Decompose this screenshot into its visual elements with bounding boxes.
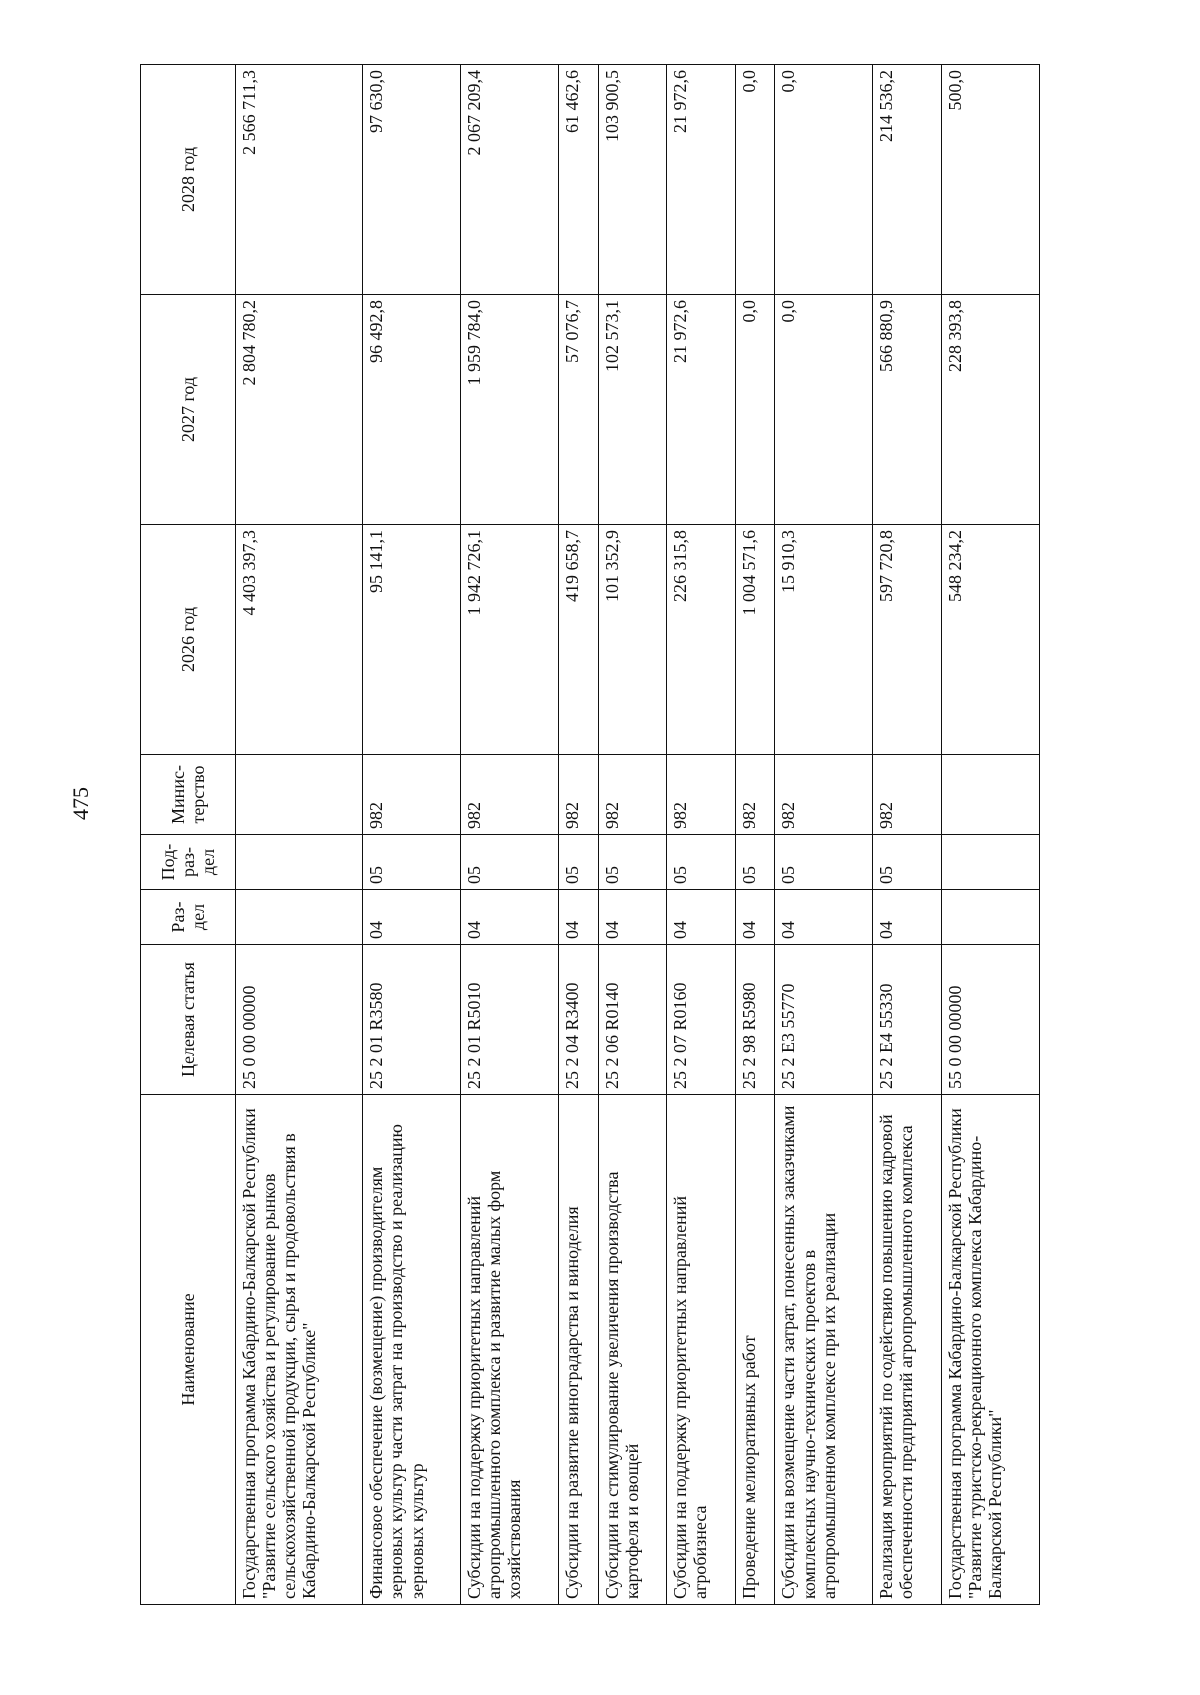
row-subsection: 05: [775, 835, 873, 890]
row-name: Субсидии на стимулирование увеличения производства картофеля и овощей: [598, 1095, 667, 1605]
table-row: [735, 65, 774, 1605]
row-2028: 21 972,6: [667, 65, 736, 295]
row-section: 04: [363, 890, 461, 945]
row-target: 25 2 04 R3400: [559, 945, 598, 1095]
row-2026: 4 403 397,3: [236, 525, 363, 755]
row-name: Субсидии на возмещение части затрат, понесенных заказчиками комплексных научно-технических проектов в агропромышленном комплексе при их реализации: [775, 1095, 873, 1605]
row-section: [941, 890, 1039, 945]
row-2026: 101 352,9: [598, 525, 667, 755]
row-section: 04: [735, 890, 774, 945]
row-2026: 419 658,7: [559, 525, 598, 755]
row-subsection: 05: [598, 835, 667, 890]
row-2026: 226 315,8: [667, 525, 736, 755]
page-number: 475: [68, 787, 93, 820]
row-2027: 96 492,8: [363, 295, 461, 525]
row-section: 04: [461, 890, 559, 945]
row-ministry: 982: [461, 755, 559, 835]
row-2028: 214 536,2: [873, 65, 942, 295]
table-row: [236, 65, 363, 1605]
row-target: 25 2 01 R3580: [363, 945, 461, 1095]
row-target: 25 0 00 00000: [236, 945, 363, 1095]
row-subsection: 05: [667, 835, 736, 890]
row-2028: 2 566 711,3: [236, 65, 363, 295]
row-name: Государственная программа Кабардино-Балкарской Республики "Развитие туристско-рекреационного комплекса Кабардино-Балкарской Республики": [941, 1095, 1039, 1605]
table-row: [363, 65, 461, 1605]
row-2028: 0,0: [775, 65, 873, 295]
header-2026: 2026 год: [141, 525, 236, 755]
row-name: Субсидии на поддержку приоритетных направлений агробизнеса: [667, 1095, 736, 1605]
table-row: [598, 65, 667, 1605]
header-target: Целевая статья: [141, 945, 236, 1095]
row-2028: 61 462,6: [559, 65, 598, 295]
row-2026: 548 234,2: [941, 525, 1039, 755]
row-subsection: 05: [363, 835, 461, 890]
row-2027: 0,0: [775, 295, 873, 525]
row-2028: 500,0: [941, 65, 1039, 295]
row-ministry: 982: [735, 755, 774, 835]
row-2027: 228 393,8: [941, 295, 1039, 525]
table-row: [667, 65, 736, 1605]
row-2028: 103 900,5: [598, 65, 667, 295]
row-ministry: 982: [873, 755, 942, 835]
row-2027: 1 959 784,0: [461, 295, 559, 525]
row-target: 25 2 98 R5980: [735, 945, 774, 1095]
header-name: Наименование: [141, 1095, 236, 1605]
row-section: 04: [598, 890, 667, 945]
row-subsection: [941, 835, 1039, 890]
row-2026: 95 141,1: [363, 525, 461, 755]
row-target: 25 2 Е4 55330: [873, 945, 942, 1095]
table-row: [873, 65, 942, 1605]
row-2028: 97 630,0: [363, 65, 461, 295]
row-ministry: [236, 755, 363, 835]
row-name: Субсидии на развитие виноградарства и виноделия: [559, 1095, 598, 1605]
rotated-table-container: [140, 65, 1040, 1605]
row-2027: 102 573,1: [598, 295, 667, 525]
row-target: 25 2 07 R0160: [667, 945, 736, 1095]
table-row: [775, 65, 873, 1605]
row-2026: 15 910,3: [775, 525, 873, 755]
row-2027: 57 076,7: [559, 295, 598, 525]
row-target: 25 2 Е3 55770: [775, 945, 873, 1095]
row-subsection: [236, 835, 363, 890]
row-subsection: 05: [873, 835, 942, 890]
row-2026: 1 942 726,1: [461, 525, 559, 755]
row-section: 04: [873, 890, 942, 945]
row-name: Реализация мероприятий по содействию повышению кадровой обеспеченности предприятий агропромышленного комплекса: [873, 1095, 942, 1605]
header-section: Раз-дел: [141, 890, 236, 945]
row-ministry: [941, 755, 1039, 835]
row-2026: 1 004 571,6: [735, 525, 774, 755]
row-2027: 0,0: [735, 295, 774, 525]
budget-table: [140, 64, 1040, 1605]
table-header-row: [141, 65, 236, 1605]
row-ministry: 982: [775, 755, 873, 835]
row-name: Проведение мелиоративных работ: [735, 1095, 774, 1605]
row-section: 04: [775, 890, 873, 945]
row-target: 25 2 01 R5010: [461, 945, 559, 1095]
row-subsection: 05: [461, 835, 559, 890]
row-2027: 21 972,6: [667, 295, 736, 525]
header-ministry: Минис-терство: [141, 755, 236, 835]
row-2028: 2 067 209,4: [461, 65, 559, 295]
header-2028: 2028 год: [141, 65, 236, 295]
row-name: Субсидии на поддержку приоритетных направлений агропромышленного комплекса и развитие малых форм хозяйствования: [461, 1095, 559, 1605]
table-row: [461, 65, 559, 1605]
row-ministry: 982: [559, 755, 598, 835]
row-2026: 597 720,8: [873, 525, 942, 755]
row-target: 25 2 06 R0140: [598, 945, 667, 1095]
row-2028: 0,0: [735, 65, 774, 295]
row-ministry: 982: [363, 755, 461, 835]
row-name: Финансовое обеспечение (возмещение) производителям зерновых культур части затрат на производство и реализацию зерновых культур: [363, 1095, 461, 1605]
row-name: Государственная программа Кабардино-Балкарской Республики "Развитие сельского хозяйства и регулирование рынков сельскохозяйственной продукции, сырья и продовольствия в Кабардино-Балкарской Республике": [236, 1095, 363, 1605]
row-ministry: 982: [667, 755, 736, 835]
row-section: 04: [667, 890, 736, 945]
header-subsection: Под-раз-дел: [141, 835, 236, 890]
row-section: 04: [559, 890, 598, 945]
row-2027: 2 804 780,2: [236, 295, 363, 525]
header-2027: 2027 год: [141, 295, 236, 525]
row-ministry: 982: [598, 755, 667, 835]
row-target: 55 0 00 00000: [941, 945, 1039, 1095]
row-section: [236, 890, 363, 945]
row-2027: 566 880,9: [873, 295, 942, 525]
table-row: [559, 65, 598, 1605]
row-subsection: 05: [735, 835, 774, 890]
table-row: [941, 65, 1039, 1605]
row-subsection: 05: [559, 835, 598, 890]
